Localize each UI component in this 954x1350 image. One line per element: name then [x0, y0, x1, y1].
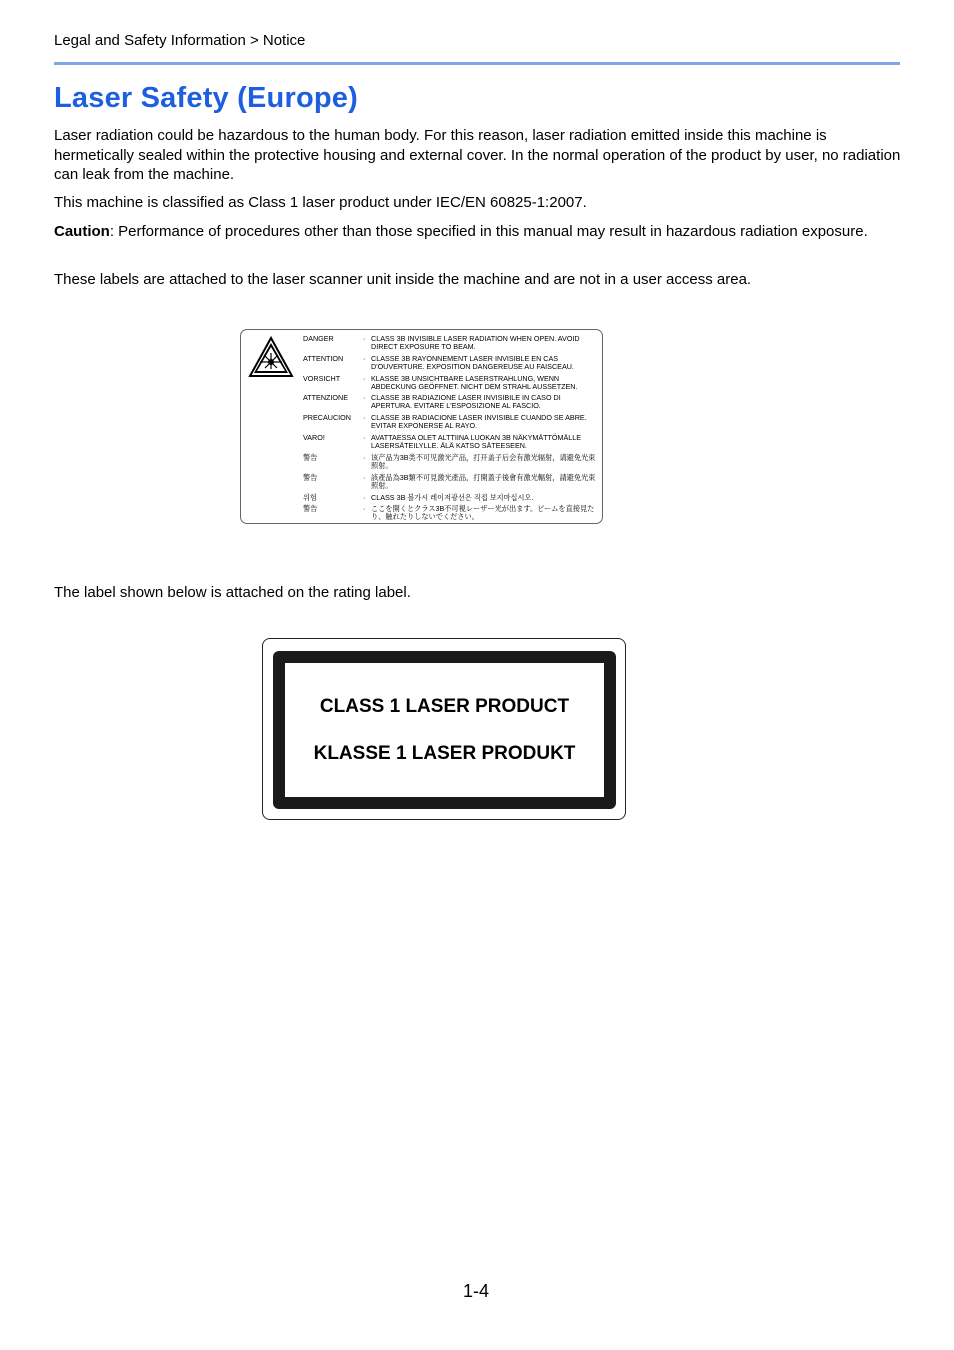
rating-line-english: CLASS 1 LASER PRODUCT	[319, 695, 570, 717]
warning-message: 該產品為3B類不可見激光產品，打開蓋子後會有激光輻射，請避免光束照射。	[371, 472, 596, 490]
warning-message: CLASS 3B 볼가시 레이저광선은 직접 보지마십시오.	[371, 492, 534, 502]
warning-message: CLASSE 3B RAYONNEMENT LASER INVISIBLE EN CAS D'OUVERTURE. EXPOSITION DANGEREUSE AU FAISCEAU.	[371, 353, 574, 371]
warning-message: KLASSE 3B UNSICHTBARE LASERSTRAHLUNG, WENN ABDECKUNG GEÖFFNET. NICHT DEM STRAHL AUSSETZEN.	[371, 373, 578, 391]
warning-language: DANGER	[303, 334, 334, 343]
warning-message: AVATTAESSA OLET ALTTIINA LUOKAN 3B NÄKYMÄTTÖMÄLLE LASERSÄTEILYLLE. ÄLÄ KATSO SÄTEESEEN.	[371, 433, 582, 450]
breadcrumb: Legal and Safety Information > Notice	[54, 32, 306, 49]
paragraph-classification: This machine is classified as Class 1 laser product under IEC/EN 60825-1:2007.	[54, 194, 587, 211]
warning-row	[303, 394, 598, 410]
warning-row	[303, 375, 598, 391]
warning-message: CLASS 3B INVISIBLE LASER RADIATION WHEN OPEN. AVOID DIRECT EXPOSURE TO BEAM.	[371, 334, 580, 351]
bullet-icon: ·	[363, 472, 366, 482]
warning-message: CLASSE 3B RADIAZIONE LASER INVISIBILE IN CASO DI APERTURA. EVITARE L'ESPOSIZIONE AL FASCIO.	[371, 393, 561, 411]
paragraph-caution	[54, 222, 904, 242]
bullet-icon: ·	[363, 353, 366, 363]
warning-row	[303, 474, 598, 490]
paragraph-labels-location: These labels are attached to the laser scanner unit inside the machine and are not in a user access area.	[54, 271, 752, 288]
bullet-icon: ·	[363, 492, 366, 502]
paragraph-radiation: Laser radiation could be hazardous to the human body. For this reason, laser radiation emitted inside this machine is hermetically sealed within the protective housing and external cover. In the normal operation of the product by user, no radiation can leak from the machine.	[54, 127, 901, 183]
warning-text-list	[303, 335, 598, 525]
caution-text: : Performance of procedures other than those specified in this manual may result in hazardous radiation exposure.	[109, 223, 868, 240]
bullet-icon: ·	[363, 334, 366, 343]
warning-language: VARO!	[303, 433, 325, 443]
warning-row	[303, 414, 598, 430]
warning-row	[303, 335, 598, 351]
warning-row	[303, 505, 598, 521]
warning-message: 该产品为3B类不可见激光产品，打开盖子后会有激光辐射，请避免光束照射。	[371, 452, 596, 470]
warning-language: VORSICHT	[303, 373, 341, 383]
warning-row	[303, 454, 598, 470]
warning-row	[303, 434, 598, 450]
rating-line-german: KLASSE 1 LASER PRODUKT	[313, 742, 576, 764]
caution-label: Caution	[54, 223, 110, 240]
bullet-icon: ·	[363, 433, 366, 443]
warning-language: ATTENTION	[303, 353, 344, 363]
warning-row	[303, 494, 598, 502]
warning-row	[303, 355, 598, 371]
warning-language: 警告	[303, 452, 318, 462]
bullet-icon: ·	[363, 373, 366, 383]
warning-message: ここを開くとクラス3B不可視レーザー光が出ます。ビームを直接見たり、触れたりしないでください。	[371, 504, 595, 522]
warning-language: 위험	[303, 492, 317, 502]
warning-language: 警告	[303, 472, 318, 482]
bullet-icon: ·	[363, 393, 366, 403]
warning-language: PRECAUCION	[303, 413, 351, 423]
page-title: Laser Safety (Europe)	[54, 82, 358, 114]
bullet-icon: ·	[363, 413, 366, 423]
header-rule	[54, 62, 900, 65]
laser-hazard-icon	[248, 335, 294, 379]
page-number: 1-4	[463, 1281, 490, 1301]
rating-label-frame	[273, 651, 616, 809]
warning-language: 警告	[303, 504, 318, 514]
bullet-icon: ·	[363, 452, 366, 462]
bullet-icon: ·	[363, 504, 366, 514]
warning-language: ATTENZIONE	[303, 393, 348, 403]
laser-warning-label	[240, 329, 603, 524]
paragraph-rating-label: The label shown below is attached on the rating label.	[54, 584, 411, 601]
warning-message: CLASSE 3B RADIACIONE LASER INVISIBLE CUANDO SE ABRE. EVITAR EXPONERSE AL RAYO.	[371, 413, 587, 431]
class1-rating-label	[262, 638, 626, 820]
